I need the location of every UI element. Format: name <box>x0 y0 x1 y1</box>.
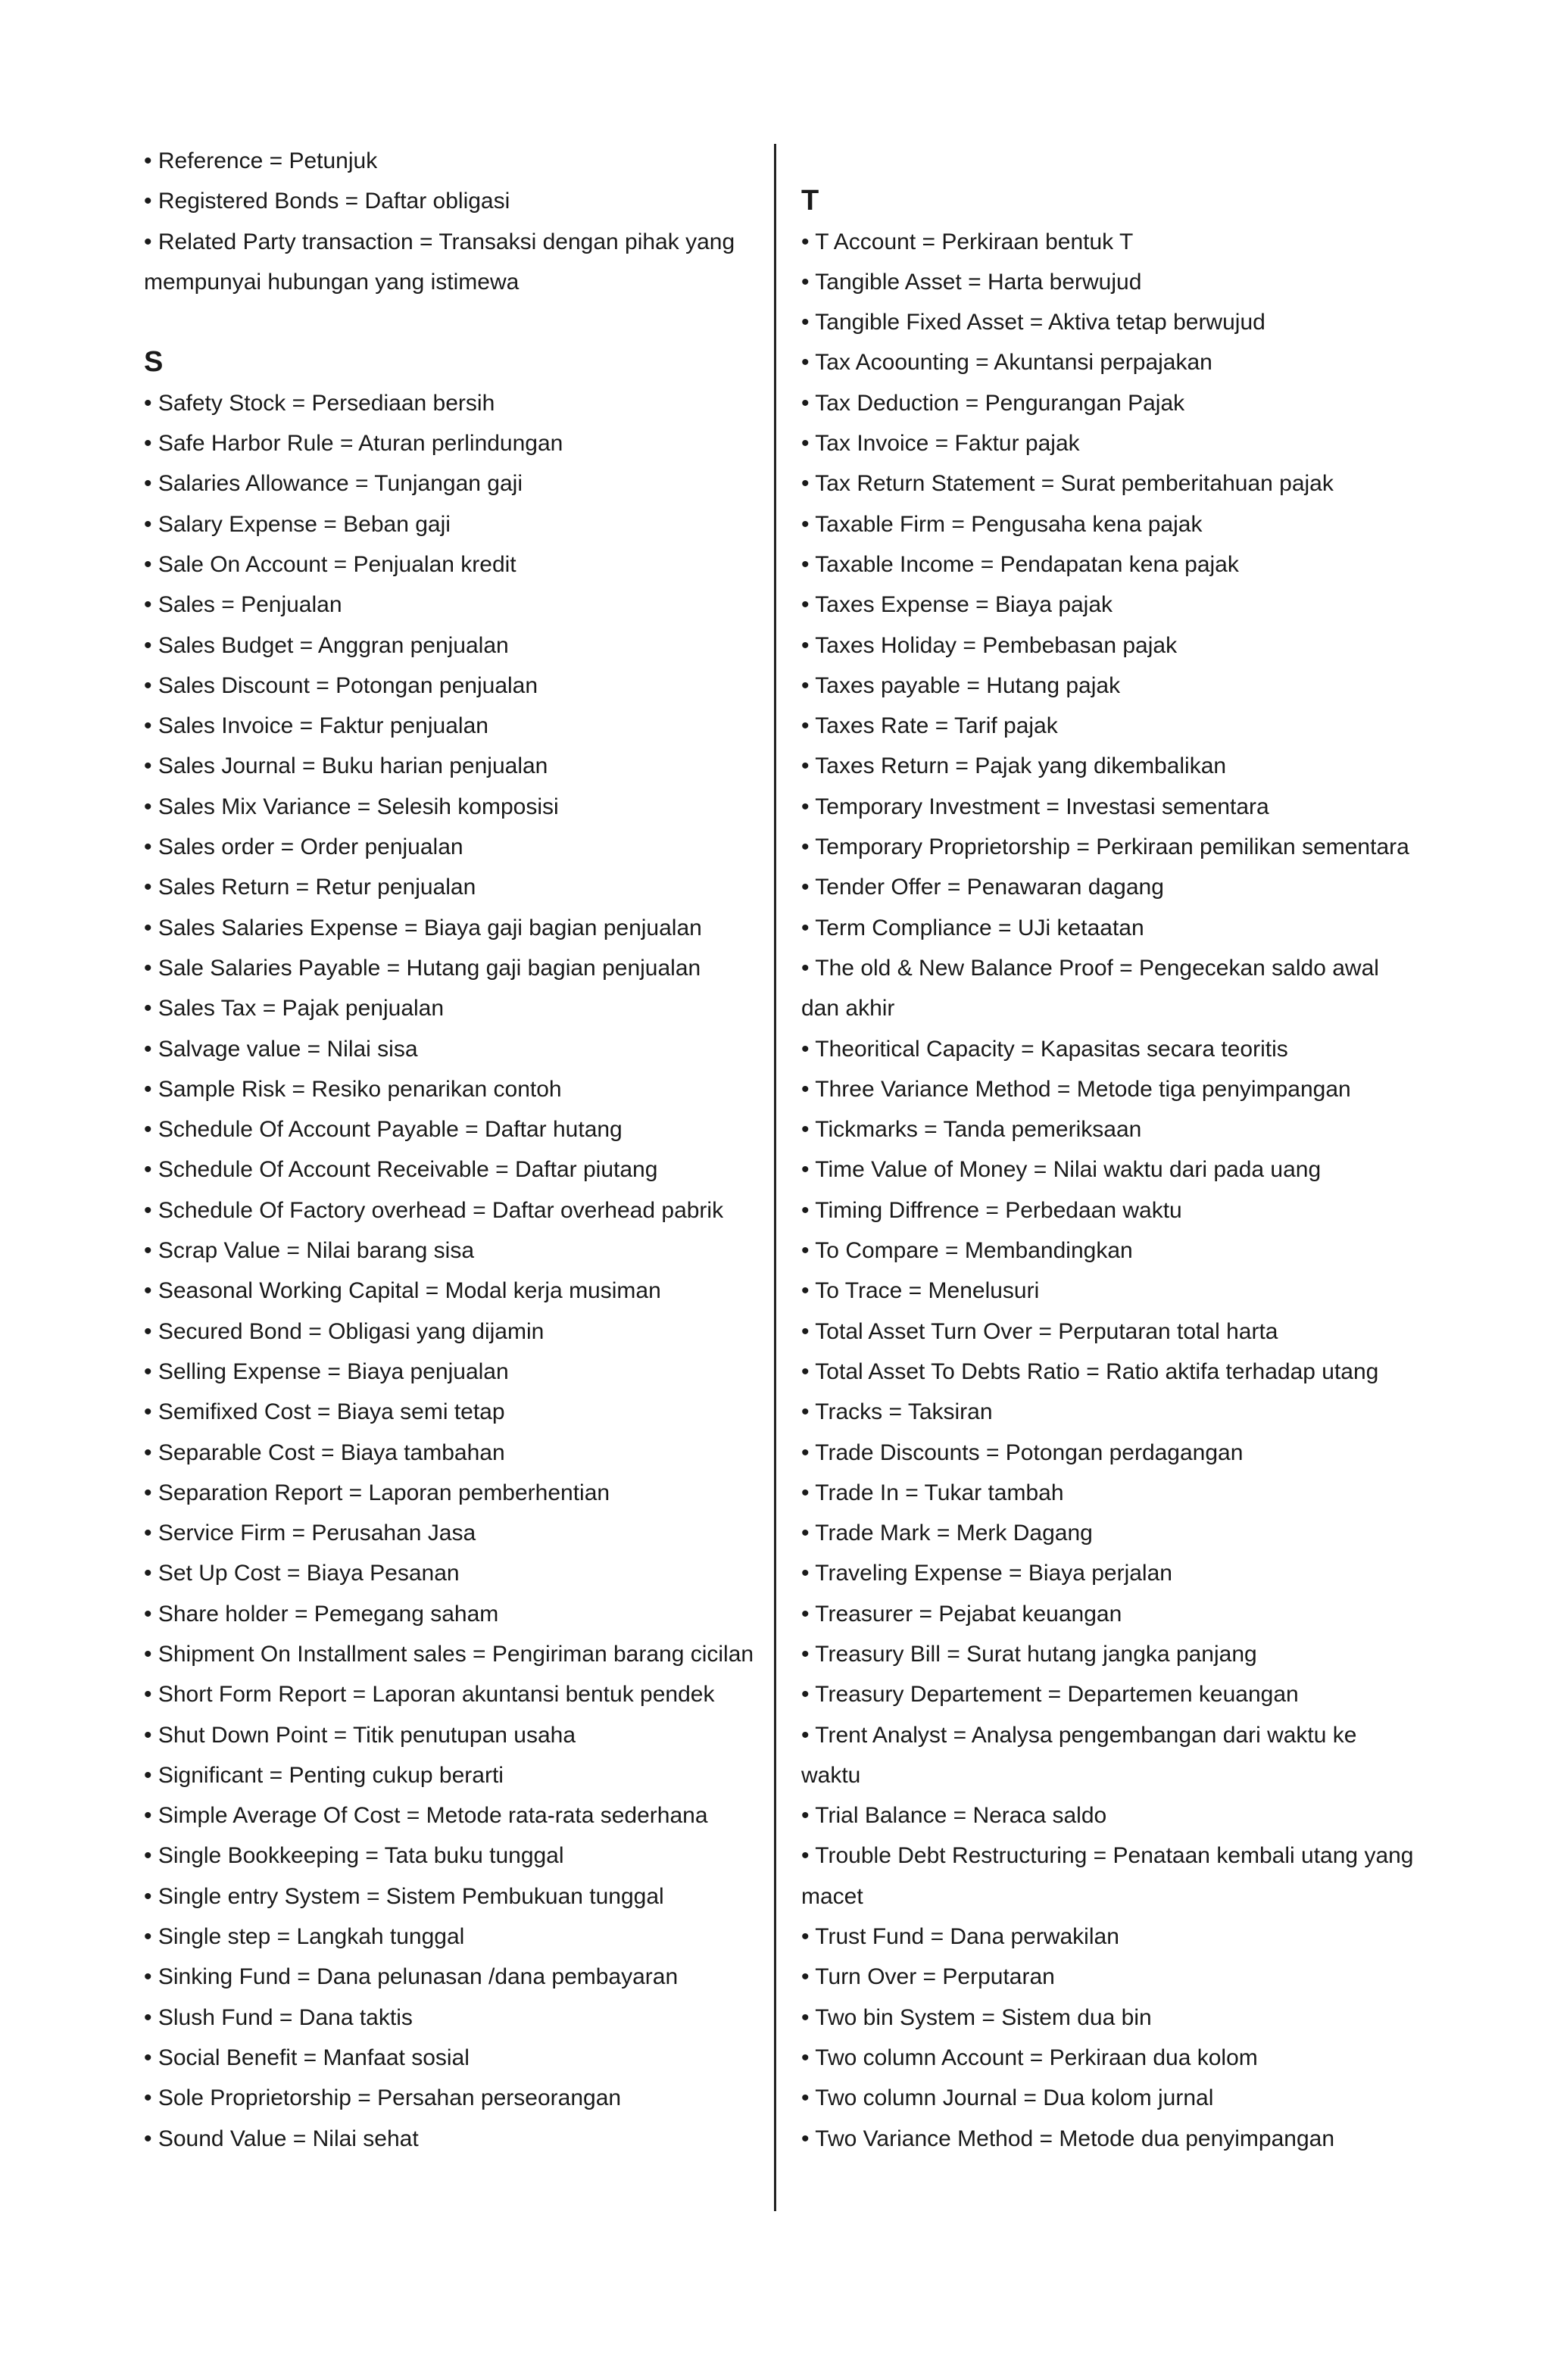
glossary-entry: • Tangible Fixed Asset = Aktiva tetap berwujud <box>801 310 1265 335</box>
glossary-entry: • Sales = Penjualan <box>144 592 342 618</box>
glossary-entry: • Traveling Expense = Biaya perjalan <box>801 1561 1172 1586</box>
glossary-entry: • Taxes payable = Hutang pajak <box>801 672 1121 698</box>
glossary-entry: • Sale Salaries Payable = Hutang gaji bagian penjualan <box>144 955 701 981</box>
column-divider <box>774 144 776 2211</box>
right-column <box>801 141 1422 2159</box>
glossary-entry: • Tickmarks = Tanda pemeriksaan <box>801 1117 1142 1143</box>
glossary-entry: • Taxable Income = Pendapatan kena pajak <box>801 551 1239 577</box>
glossary-entry: • Salaries Allowance = Tunjangan gaji <box>144 471 523 497</box>
glossary-entry: • Service Firm = Perusahan Jasa <box>144 1521 476 1546</box>
glossary-entry: • Salvage value = Nilai sisa <box>144 1036 418 1062</box>
glossary-entry: • Significant = Penting cukup berarti <box>144 1762 504 1788</box>
glossary-entry: • Single Bookkeeping = Tata buku tunggal <box>144 1843 564 1869</box>
glossary-entry: • Tender Offer = Penawaran dagang <box>801 875 1164 900</box>
glossary-entry: • Sales Budget = Anggran penjualan <box>144 632 509 658</box>
glossary-entry: • Trouble Debt Restructuring = Penataan kembali utang yang macet <box>801 1843 1414 1909</box>
glossary-entry: • Sample Risk = Resiko penarikan contoh <box>144 1076 562 1102</box>
glossary-entry: • Share holder = Pemegang saham <box>144 1601 499 1627</box>
glossary-entry: • Total Asset To Debts Ratio = Ratio aktifa terhadap utang <box>801 1358 1379 1384</box>
glossary-entry: • Taxable Firm = Pengusaha kena pajak <box>801 511 1203 537</box>
glossary-entry: • Reference = Petunjuk <box>144 148 378 173</box>
glossary-entry: • Schedule Of Factory overhead = Daftar overhead pabrik <box>144 1197 724 1223</box>
glossary-entry: • Sole Proprietorship = Persahan perseorangan <box>144 2085 622 2111</box>
glossary-entry: • Tangible Asset = Harta berwujud <box>801 269 1142 295</box>
glossary-entry: • Single step = Langkah tunggal <box>144 1924 465 1950</box>
glossary-entry: • Temporary Proprietorship = Perkiraan pemilikan sementara <box>801 834 1409 860</box>
section-spacer <box>801 141 1422 181</box>
glossary-entry: • T Account = Perkiraan bentuk T <box>801 229 1134 254</box>
glossary-entry: • Sales order = Order penjualan <box>144 834 463 860</box>
glossary-entry: • Turn Over = Perputaran <box>801 1964 1055 1990</box>
glossary-list-t <box>801 222 1422 2159</box>
glossary-entry: • Shipment On Installment sales = Pengiriman barang cicilan <box>144 1641 754 1667</box>
glossary-entry: • Related Party transaction = Transaksi dengan pihak yang mempunyai hubungan yang istimewa <box>144 229 735 295</box>
glossary-entry: • Two column Journal = Dua kolom jurnal <box>801 2085 1214 2111</box>
glossary-entry: • Trent Analyst = Analysa pengembangan dari waktu ke waktu <box>801 1722 1357 1788</box>
glossary-entry: • To Trace = Menelusuri <box>801 1278 1040 1304</box>
glossary-entry: • Tax Acoounting = Akuntansi perpajakan <box>801 350 1212 376</box>
glossary-entry: • Treasurer = Pejabat keuangan <box>801 1601 1122 1627</box>
glossary-entry: • Schedule Of Account Payable = Daftar hutang <box>144 1117 623 1143</box>
glossary-entry: • Term Compliance = UJi ketaatan <box>801 915 1144 940</box>
glossary-entry: • Tax Invoice = Faktur pajak <box>801 431 1080 457</box>
glossary-entry: • Simple Average Of Cost = Metode rata-rata sederhana <box>144 1803 708 1829</box>
glossary-entry: • Tax Return Statement = Surat pemberitahuan pajak <box>801 471 1334 497</box>
glossary-entry: • Two Variance Method = Metode dua penyimpangan <box>801 2126 1335 2151</box>
glossary-entry: • Set Up Cost = Biaya Pesanan <box>144 1561 460 1586</box>
glossary-entry: • Trade Discounts = Potongan perdagangan <box>801 1440 1244 1465</box>
glossary-entry: • Temporary Investment = Investasi sementara <box>801 794 1269 819</box>
glossary-entry: • Sales Tax = Pajak penjualan <box>144 996 445 1022</box>
glossary-entry: • Trial Balance = Neraca saldo <box>801 1803 1107 1829</box>
glossary-entry: • Treasury Departement = Departemen keuangan <box>801 1682 1299 1708</box>
glossary-entry: • Trade In = Tukar tambah <box>801 1480 1064 1505</box>
glossary-entry: • Two bin System = Sistem dua bin <box>801 2004 1152 2030</box>
glossary-entry: • Schedule Of Account Receivable = Daftar piutang <box>144 1157 658 1183</box>
glossary-entry: • Sale On Account = Penjualan kredit <box>144 551 516 577</box>
glossary-entry: • Taxes Expense = Biaya pajak <box>801 592 1113 618</box>
glossary-entry: • Selling Expense = Biaya penjualan <box>144 1358 509 1384</box>
glossary-entry: • Sales Return = Retur penjualan <box>144 875 476 900</box>
glossary-entry: • Tracks = Taksiran <box>801 1399 993 1425</box>
glossary-entry: • Taxes Holiday = Pembebasan pajak <box>801 632 1178 658</box>
section-heading-t: T <box>801 185 819 217</box>
glossary-entry: • Social Benefit = Manfaat sosial <box>144 2045 470 2070</box>
glossary-entry: • Semifixed Cost = Biaya semi tetap <box>144 1399 505 1425</box>
glossary-entry: • Timing Diffrence = Perbedaan waktu <box>801 1197 1182 1223</box>
glossary-entry: • Time Value of Money = Nilai waktu dari pada uang <box>801 1157 1322 1183</box>
glossary-entry: • Separable Cost = Biaya tambahan <box>144 1440 505 1465</box>
glossary-entry: • Two column Account = Perkiraan dua kolom <box>801 2045 1258 2070</box>
section-heading-s: S <box>144 346 164 379</box>
glossary-entry: • Taxes Rate = Tarif pajak <box>801 713 1058 739</box>
glossary-entry: • Single entry System = Sistem Pembukuan tunggal <box>144 1883 664 1909</box>
glossary-entry: • Taxes Return = Pajak yang dikembalikan <box>801 753 1227 779</box>
glossary-entry: • Registered Bonds = Daftar obligasi <box>144 189 510 214</box>
glossary-entry: • The old & New Balance Proof = Pengecekan saldo awal dan akhir <box>801 955 1379 1022</box>
glossary-entry: • Sales Journal = Buku harian penjualan <box>144 753 548 779</box>
glossary-entry: • Trust Fund = Dana perwakilan <box>801 1924 1119 1950</box>
glossary-entry: • Theoritical Capacity = Kapasitas secara teoritis <box>801 1036 1288 1062</box>
glossary-list-s <box>144 383 772 2159</box>
glossary-entry: • Tax Deduction = Pengurangan Pajak <box>801 390 1185 416</box>
glossary-entry: • Secured Bond = Obligasi yang dijamin <box>144 1318 545 1344</box>
glossary-entry: • Three Variance Method = Metode tiga penyimpangan <box>801 1076 1351 1102</box>
glossary-entry: • Slush Fund = Dana taktis <box>144 2004 413 2030</box>
glossary-entry: • Shut Down Point = Titik penutupan usaha <box>144 1722 576 1748</box>
glossary-entry: • Seasonal Working Capital = Modal kerja musiman <box>144 1278 661 1304</box>
glossary-entry: • Sinking Fund = Dana pelunasan /dana pembayaran <box>144 1964 679 1990</box>
glossary-entry: • Scrap Value = Nilai barang sisa <box>144 1238 475 1264</box>
glossary-entry: • To Compare = Membandingkan <box>801 1238 1133 1264</box>
glossary-entry: • Treasury Bill = Surat hutang jangka panjang <box>801 1641 1257 1667</box>
glossary-entry: • Sales Invoice = Faktur penjualan <box>144 713 488 739</box>
glossary-entry: • Sales Salaries Expense = Biaya gaji bagian penjualan <box>144 915 702 940</box>
left-column <box>144 141 772 2159</box>
glossary-entry: • Sound Value = Nilai sehat <box>144 2126 419 2151</box>
section-spacer <box>144 302 772 342</box>
glossary-entry: • Separation Report = Laporan pemberhentian <box>144 1480 610 1505</box>
glossary-entry: • Safe Harbor Rule = Aturan perlindungan <box>144 431 563 457</box>
glossary-entry: • Sales Discount = Potongan penjualan <box>144 672 538 698</box>
glossary-entry: • Salary Expense = Beban gaji <box>144 511 451 537</box>
glossary-entry: • Total Asset Turn Over = Perputaran total harta <box>801 1318 1278 1344</box>
glossary-entry: • Trade Mark = Merk Dagang <box>801 1521 1093 1546</box>
glossary-entry: • Short Form Report = Laporan akuntansi bentuk pendek <box>144 1682 715 1708</box>
glossary-entry: • Safety Stock = Persediaan bersih <box>144 390 495 416</box>
glossary-entry: • Sales Mix Variance = Selesih komposisi <box>144 794 559 819</box>
